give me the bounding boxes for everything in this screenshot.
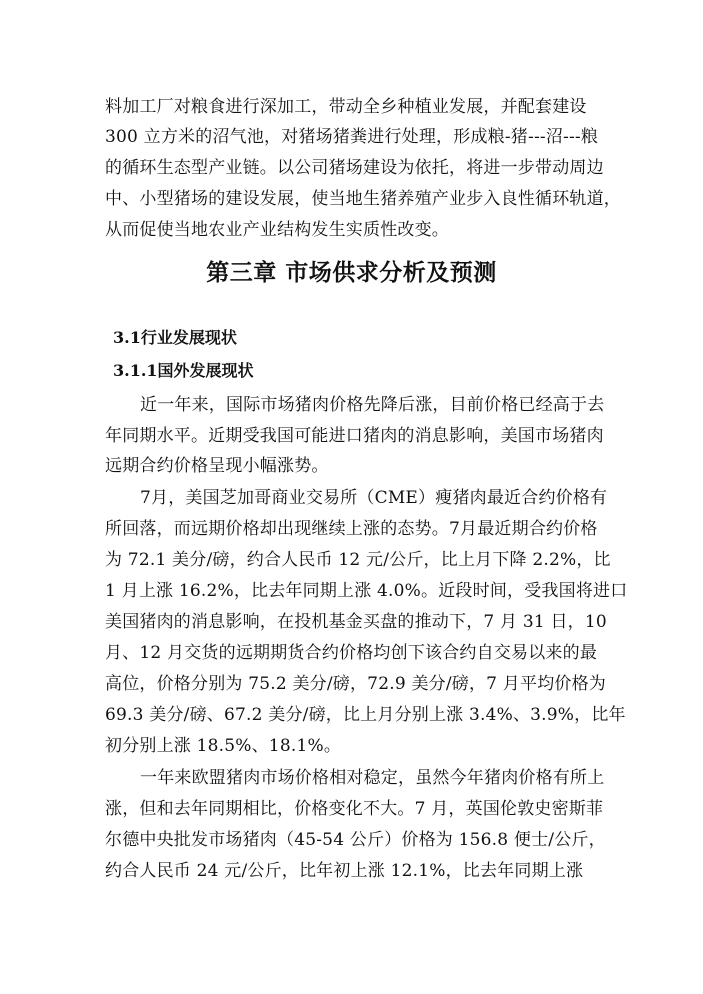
intro-line-2: 300 立方米的沼气池，对猪场猪粪进行处理，形成粮-猪---沼---粮: [105, 127, 599, 147]
para2-line-7: 高位，价格分别为 75.2 美分/磅，72.9 美分/磅，7 月平均价格为: [105, 674, 606, 694]
para2-line-1: 7月，美国芝加哥商业交易所（CME）瘦猪肉最近合约价格有: [140, 488, 608, 508]
para2-line-5: 美国猪肉的消息影响，在投机基金买盘的推动下，7 月 31 日，10: [105, 612, 607, 632]
para1-line-3: 远期合约价格呈现小幅涨势。: [105, 456, 329, 476]
para2-line-4: 1 月上涨 16.2%，比去年同期上涨 4.0%。近段时间，受我国将进口: [105, 581, 628, 601]
para2-line-3: 为 72.1 美分/磅，约合人民币 12 元/公斤，比上月下降 2.2%，比: [105, 550, 611, 570]
para3-line-3: 尔德中央批发市场猪肉（45-54 公斤）价格为 156.8 便士/公斤，: [105, 830, 606, 850]
para1-line-1: 近一年来，国际市场猪肉价格先降后涨，目前价格已经高于去: [140, 395, 605, 415]
para2-line-6: 月、12 月交货的远期期货合约价格均创下该合约自交易以来的最: [105, 643, 598, 663]
intro-line-3: 的循环生态型产业链。以公司猪场建设为依托，将进一步带动周边: [105, 158, 604, 178]
para2-line-8: 69.3 美分/磅、67.2 美分/磅，比上月分别上涨 3.4%、3.9%，比年: [105, 705, 626, 725]
intro-line-5: 从而促使当地农业产业结构发生实质性改变。: [105, 220, 449, 240]
section-heading-3-1-1: 3.1.1国外发展现状: [113, 361, 254, 380]
para2-line-2: 所回落，而远期价格却出现继续上涨的态势。7月最近期合约价格: [105, 519, 598, 539]
para3-line-4: 约合人民币 24 元/公斤，比年初上涨 12.1%，比去年同期上涨: [105, 861, 584, 881]
para3-line-2: 涨，但和去年同期相比，价格变化不大。7 月，英国伦敦史密斯菲: [105, 799, 604, 819]
para3-line-1: 一年来欧盟猪肉市场价格相对稳定，虽然今年猪肉价格有所上: [140, 768, 605, 788]
chapter-title: 第三章 市场供求分析及预测: [206, 259, 497, 286]
para1-line-2: 年同期水平。近期受我国可能进口猪肉的消息影响，美国市场猪肉: [105, 426, 604, 446]
section-heading-3-1: 3.1行业发展现状: [113, 328, 237, 347]
para2-line-9: 初分别上涨 18.5%、18.1%。: [105, 736, 342, 756]
intro-line-4: 中、小型猪场的建设发展，使当地生猪养殖产业步入良性循环轨道，: [105, 189, 621, 209]
intro-line-1: 料加工厂对粮食进行深加工，带动全乡种植业发展，并配套建设: [105, 97, 587, 117]
